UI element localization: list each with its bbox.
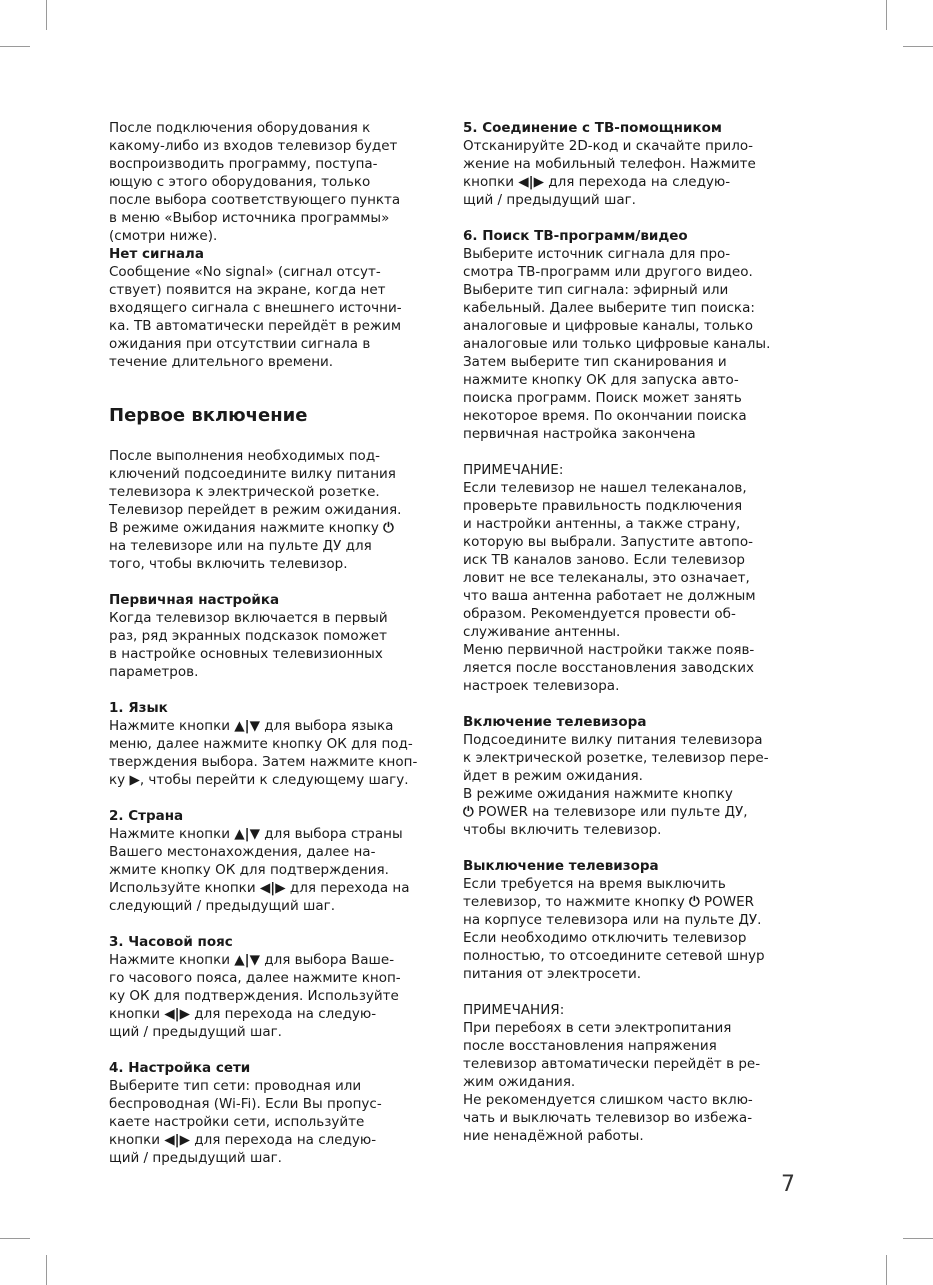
intro-line: какому-либо из входов телевизор будет <box>109 138 398 154</box>
power-off-section <box>463 857 803 983</box>
power-off-heading: Выключение телевизора <box>463 858 659 874</box>
left-right-icon: ◀|▶ <box>164 1132 190 1148</box>
first-on-heading: Первое включение <box>109 405 308 426</box>
power-on-text: POWER на телевизоре или пульте ДУ, <box>477 804 748 820</box>
note1-heading: ПРИМЕЧАНИЕ: <box>463 462 564 478</box>
power-off-line: питания от электросети. <box>463 966 642 982</box>
initial-setup-line: параметров. <box>109 664 199 680</box>
search-line: аналоговые или только цифровые каналы. <box>463 336 771 352</box>
timezone-line: ку ОК для подтверждения. Используйте <box>109 988 399 1004</box>
country-text: для выбора страны <box>264 826 403 842</box>
network-text: для перехода на следую- <box>194 1132 377 1148</box>
country-line <box>109 825 447 843</box>
search-line: Выберите тип сигнала: эфирный или <box>463 282 729 298</box>
right-column <box>463 119 803 1145</box>
note1-line: Меню первичной настройки также появ- <box>463 642 755 658</box>
intro-line: в меню «Выбор источника программы» <box>109 210 390 226</box>
intro-line: После подключения оборудования к <box>109 120 371 136</box>
initial-setup-heading: Первичная настройка <box>109 592 280 608</box>
assistant-heading: 5. Соединение с ТВ-помощником <box>463 120 722 136</box>
network-section <box>109 1059 447 1167</box>
crop-mark <box>0 1238 30 1239</box>
network-line: каете настройки сети, используйте <box>109 1114 365 1130</box>
no-signal-line: ка. ТВ автоматически перейдёт в режим <box>109 318 401 334</box>
language-line <box>109 771 447 789</box>
initial-setup-line: в настройке основных телевизионных <box>109 646 383 662</box>
initial-setup-line: раз, ряд экранных подсказок поможет <box>109 628 387 644</box>
network-heading: 4. Настройка сети <box>109 1060 251 1076</box>
power-off-text: POWER <box>704 894 755 910</box>
initial-setup-section <box>109 591 447 681</box>
note1-section <box>463 461 803 695</box>
language-line: меню, далее нажмите кнопку ОК для под- <box>109 736 413 752</box>
power-off-line: полностью, то отсоедините сетевой шнур <box>463 948 765 964</box>
intro-line: ющую с этого оборудования, только <box>109 174 371 190</box>
timezone-text: Нажмите кнопки <box>109 952 230 968</box>
power-on-heading: Включение телевизора <box>463 714 647 730</box>
power-icon: ⏻ <box>383 520 394 536</box>
power-off-line <box>463 893 803 911</box>
note1-line: образом. Рекомендуется провести об- <box>463 606 736 622</box>
assistant-line: щий / предыдущий шаг. <box>463 192 636 208</box>
country-line <box>109 879 447 897</box>
page-number: 7 <box>781 1172 795 1197</box>
language-text: ку <box>109 772 126 788</box>
country-text: Используйте кнопки <box>109 880 256 896</box>
note1-line: иск ТВ каналов заново. Если телевизор <box>463 552 745 568</box>
country-section <box>109 807 447 915</box>
note2-line: При перебоях в сети электропитания <box>463 1020 732 1036</box>
note2-line: телевизор автоматически перейдёт в ре- <box>463 1056 761 1072</box>
power-on-line: Подсоедините вилку питания телевизора <box>463 732 763 748</box>
search-section <box>463 227 803 443</box>
note2-line: после восстановления напряжения <box>463 1038 717 1054</box>
note1-line: которую вы выбрали. Запустите автопо- <box>463 534 753 550</box>
search-line: некоторое время. По окончании поиска <box>463 408 747 424</box>
crop-mark <box>903 1238 933 1239</box>
assistant-text: кнопки <box>463 174 514 190</box>
crop-mark <box>886 1255 887 1285</box>
crop-mark <box>0 46 30 47</box>
intro-line: воспроизводить программу, поступа- <box>109 156 378 172</box>
note1-line: ляется после восстановления заводских <box>463 660 755 676</box>
power-on-line: чтобы включить телевизор. <box>463 822 662 838</box>
search-line: аналоговые и цифровые каналы, только <box>463 318 753 334</box>
timezone-line <box>109 951 447 969</box>
note2-heading: ПРИМЕЧАНИЯ: <box>463 1002 565 1018</box>
power-off-line: на корпусе телевизора или на пульте ДУ. <box>463 912 762 928</box>
first-on-line: на телевизоре или на пульте ДУ для <box>109 538 372 554</box>
country-line: Вашего местонахождения, далее на- <box>109 844 376 860</box>
first-on-line: ключений подсоедините вилку питания <box>109 466 396 482</box>
network-line: Выберите тип сети: проводная или <box>109 1078 362 1094</box>
timezone-heading: 3. Часовой пояс <box>109 934 233 950</box>
note1-line: проверьте правильность подключения <box>463 498 743 514</box>
note2-line: Не рекомендуется слишком часто вклю- <box>463 1092 753 1108</box>
note1-line: Если телевизор не нашел телеканалов, <box>463 480 747 496</box>
left-right-icon: ◀|▶ <box>518 174 544 190</box>
power-on-line: В режиме ожидания нажмите кнопку <box>463 786 733 802</box>
first-on-line: После выполнения необходимых под- <box>109 448 381 464</box>
no-signal-line: ствует) появится на экране, когда нет <box>109 282 386 298</box>
search-line: смотра ТВ-программ или другого видео. <box>463 264 753 280</box>
search-line: первичная настройка закончена <box>463 426 696 442</box>
language-text: для выбора языка <box>264 718 394 734</box>
crop-mark <box>886 0 887 30</box>
note1-line: служивание антенны. <box>463 624 621 640</box>
language-text: Нажмите кнопки <box>109 718 230 734</box>
first-on-line: того, чтобы включить телевизор. <box>109 556 348 572</box>
timezone-line: щий / предыдущий шаг. <box>109 1024 282 1040</box>
up-down-icon: ▲|▼ <box>234 718 260 734</box>
first-on-line: Телевизор перейдет в режим ожидания. <box>109 502 402 518</box>
power-off-line: Если требуется на время выключить <box>463 876 726 892</box>
note1-line: ловит не все телеканалы, это означает, <box>463 570 750 586</box>
note2-line: жим ожидания. <box>463 1074 576 1090</box>
country-heading: 2. Страна <box>109 808 184 824</box>
language-heading: 1. Язык <box>109 700 168 716</box>
no-signal-line: течение длительного времени. <box>109 354 334 370</box>
search-heading: 6. Поиск ТВ-программ/видео <box>463 228 688 244</box>
crop-mark <box>46 0 47 30</box>
power-on-line <box>463 803 803 821</box>
network-text: кнопки <box>109 1132 160 1148</box>
network-line <box>109 1131 447 1149</box>
intro-paragraph <box>109 119 447 245</box>
note1-line: что ваша антенна работает не должным <box>463 588 756 604</box>
left-right-icon: ◀|▶ <box>259 880 286 896</box>
left-right-icon: ◀|▶ <box>164 1006 190 1022</box>
crop-mark <box>903 46 933 47</box>
search-line: нажмите кнопку ОК для запуска авто- <box>463 372 739 388</box>
no-signal-heading: Нет сигнала <box>109 246 204 262</box>
timezone-line <box>109 1005 447 1023</box>
no-signal-line: Сообщение «No signal» (сигнал отсут- <box>109 264 381 280</box>
timezone-text: для перехода на следую- <box>194 1006 377 1022</box>
right-arrow-icon: ▶ <box>129 772 140 788</box>
network-line: беспроводная (Wi-Fi). Если Вы пропус- <box>109 1096 382 1112</box>
timezone-text: для выбора Ваше- <box>264 952 395 968</box>
no-signal-line: входящего сигнала с внешнего источни- <box>109 300 402 316</box>
assistant-section <box>463 119 803 209</box>
assistant-text: для перехода на следую- <box>548 174 731 190</box>
search-line: поиска программ. Поиск может занять <box>463 390 742 406</box>
up-down-icon: ▲|▼ <box>234 826 260 842</box>
language-line: тверждения выбора. Затем нажмите кноп- <box>109 754 418 770</box>
power-on-section <box>463 713 803 839</box>
note2-section <box>463 1001 803 1145</box>
no-signal-section <box>109 245 447 371</box>
country-line: следующий / предыдущий шаг. <box>109 898 336 914</box>
language-line <box>109 717 447 735</box>
country-text: Нажмите кнопки <box>109 826 230 842</box>
first-on-text: В режиме ожидания нажмите кнопку <box>109 520 379 536</box>
language-text: , чтобы перейти к следующему шагу. <box>139 772 409 788</box>
timezone-section <box>109 933 447 1041</box>
note2-line: ние ненадёжной работы. <box>463 1128 644 1144</box>
language-section <box>109 699 447 789</box>
power-icon: ⏻ <box>689 894 700 910</box>
power-icon: ⏻ <box>463 804 474 820</box>
crop-mark <box>46 1255 47 1285</box>
left-column <box>109 119 447 1167</box>
first-on-section <box>109 447 447 573</box>
power-on-line: йдет в режим ожидания. <box>463 768 643 784</box>
assistant-line: жение на мобильный телефон. Нажмите <box>463 156 756 172</box>
timezone-text: кнопки <box>109 1006 160 1022</box>
assistant-line <box>463 173 803 191</box>
power-off-text: телевизор, то нажмите кнопку <box>463 894 685 910</box>
note1-line: настроек телевизора. <box>463 678 620 694</box>
network-line: щий / предыдущий шаг. <box>109 1150 282 1166</box>
timezone-line: го часового пояса, далее нажмите кноп- <box>109 970 401 986</box>
power-off-line: Если необходимо отключить телевизор <box>463 930 747 946</box>
initial-setup-line: Когда телевизор включается в первый <box>109 610 388 626</box>
no-signal-line: ожидания при отсутствии сигнала в <box>109 336 371 352</box>
search-line: кабельный. Далее выберите тип поиска: <box>463 300 755 316</box>
intro-line: после выбора соответствующего пункта <box>109 192 401 208</box>
assistant-line: Отсканируйте 2D-код и скачайте прило- <box>463 138 753 154</box>
note1-line: и настройки антенны, а также страну, <box>463 516 741 532</box>
first-on-line <box>109 519 447 537</box>
search-line: Выберите источник сигнала для про- <box>463 246 731 262</box>
first-on-line: телевизора к электрической розетке. <box>109 484 380 500</box>
note2-line: чать и выключать телевизор во избежа- <box>463 1110 753 1126</box>
country-line: жмите кнопку ОК для подтверждения. <box>109 862 389 878</box>
search-line: Затем выберите тип сканирования и <box>463 354 727 370</box>
intro-line: (смотри ниже). <box>109 228 218 244</box>
power-on-line: к электрической розетке, телевизор пере- <box>463 750 769 766</box>
up-down-icon: ▲|▼ <box>234 952 260 968</box>
country-text: для перехода на <box>289 880 410 896</box>
